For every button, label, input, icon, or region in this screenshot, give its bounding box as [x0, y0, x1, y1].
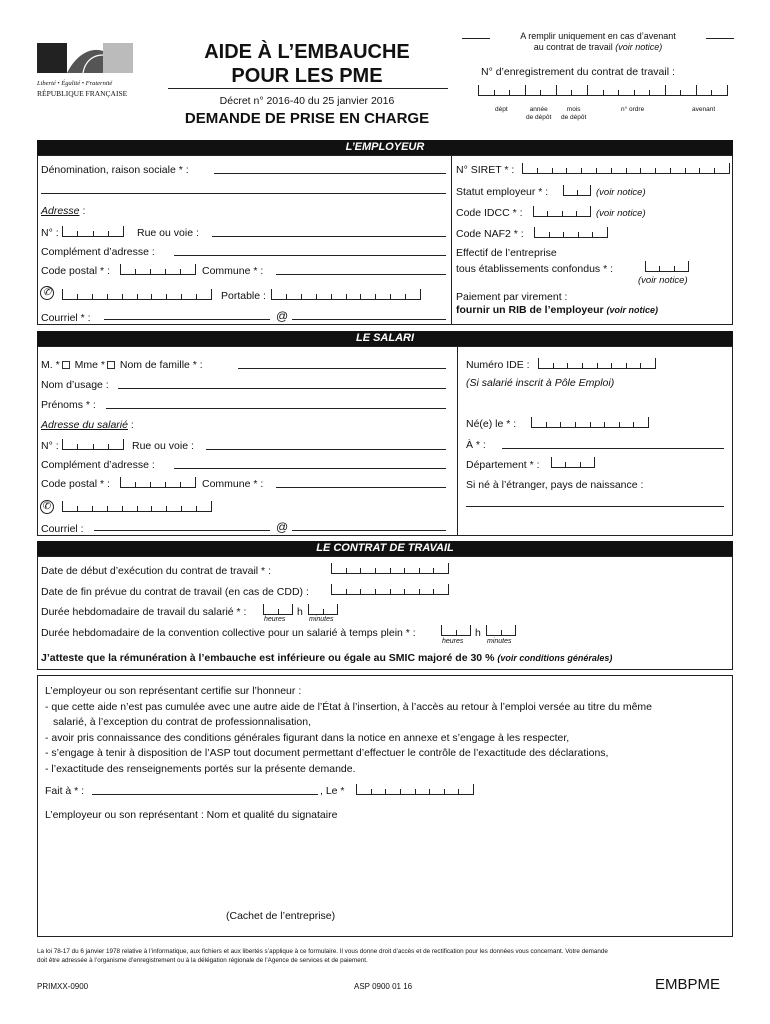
employer-mobile-input[interactable]: [271, 290, 421, 300]
employer-postal-input[interactable]: [120, 265, 196, 275]
weekly-minutes-caption: minutes: [309, 616, 334, 623]
employer-street-label: Rue ou voie :: [137, 227, 199, 239]
employer-email-user-input[interactable]: [104, 319, 270, 320]
legal-line2: doit être adressée à l’organisme d’enregistrement ou à la délégation régionale de l’Agence de services et de paiement.: [37, 956, 368, 964]
contract-end-input[interactable]: [331, 585, 449, 595]
reg-sub-dept: dépt: [495, 106, 508, 113]
firstnames-input[interactable]: [106, 408, 446, 409]
fait-a-label: Fait à * :: [45, 785, 85, 797]
denomination-input[interactable]: [214, 173, 446, 174]
weekly-duration-label: Durée hebdomadaire de travail du salarié * :: [41, 606, 247, 618]
employer-postal-label: Code postal * :: [41, 265, 110, 277]
birthplace-input[interactable]: [502, 448, 724, 449]
contract-start-label: Date de début d’exécution du contrat de travail * :: [41, 565, 271, 577]
employer-email-domain-input[interactable]: [292, 319, 446, 320]
reg-sub-annee-1: année: [529, 106, 548, 113]
employer-mobile-label: Portable :: [221, 290, 266, 302]
marianne-icon: [37, 43, 133, 75]
civility-m-checkbox[interactable]: [62, 361, 70, 369]
weekly-hours-input[interactable]: [263, 605, 293, 615]
convention-minutes-input[interactable]: [486, 626, 516, 636]
employer-email-at: @: [276, 309, 289, 323]
reg-sub-mois-1: mois: [566, 106, 581, 113]
decree-text: Décret n° 2016-40 du 25 janvier 2016: [219, 95, 395, 107]
department-input[interactable]: [551, 458, 595, 468]
logo-republic: RÉPUBLIQUE FRANÇAISE: [37, 89, 128, 98]
convention-minutes-caption: minutes: [487, 638, 512, 645]
employee-band: LE SALARI: [37, 331, 733, 346]
attestation-text: [41, 652, 612, 664]
signatory-label: L’employeur ou son représentant : Nom et qualité du signataire: [45, 809, 338, 821]
cert-item3: - s’engage à tenir à disposition de l’ASP tout document permettant d’effectuer le contrôle de l’exactitude des déclarations,: [45, 747, 609, 759]
employee-city-input[interactable]: [276, 487, 446, 488]
employee-complement-label: Complément d’adresse :: [41, 459, 155, 471]
cert-item1a: - que cette aide n’est pas cumulée avec une autre aide de l’État à l’insertion, à l’accès au retour à l’emploi versée au titre du même: [45, 700, 653, 713]
naf-label: Code NAF2 * :: [456, 228, 524, 240]
employee-email-domain-input[interactable]: [292, 530, 446, 531]
foreign-country-label: Si né à l’étranger, pays de naissance :: [466, 479, 644, 491]
employee-phone-input[interactable]: [62, 502, 212, 512]
title-line2: POUR LES PME: [231, 65, 383, 87]
amendment-note-line1: A remplir uniquement en cas d’avenant: [520, 31, 676, 41]
legal-notice: [37, 948, 737, 965]
weekly-minutes-input[interactable]: [308, 605, 338, 615]
civility-mme-checkbox[interactable]: [107, 361, 115, 369]
rib-label: [456, 304, 658, 316]
form-code-center: ASP 0900 01 16: [354, 982, 413, 991]
logo-motto: Liberté • Égalité • Fraternité: [37, 80, 113, 87]
title-line1: AIDE À L’EMBAUCHE: [204, 41, 410, 63]
employee-col-divider: [457, 346, 458, 536]
form-code-right: EMBPME: [655, 976, 721, 993]
amendment-note: [490, 31, 706, 53]
republic-logo: [37, 43, 133, 99]
attestation-hint: (voir conditions générales): [497, 653, 613, 663]
reg-sub-annee-2: de dépôt: [526, 114, 552, 121]
idcc-input[interactable]: [533, 207, 591, 217]
reg-sub-annee: [526, 106, 551, 122]
employee-address-colon: :: [127, 419, 134, 431]
effectif-hint: (voir notice): [638, 275, 688, 286]
statut-label: Statut employeur * :: [456, 186, 549, 198]
employer-address-title: Adresse: [41, 205, 80, 217]
company-stamp-label: (Cachet de l’entreprise): [226, 910, 336, 922]
ide-label: Numéro IDE :: [466, 359, 530, 371]
employer-phone-input[interactable]: [62, 290, 212, 300]
employee-email-at: @: [276, 520, 289, 534]
employee-email-user-input[interactable]: [94, 530, 270, 531]
family-name-input[interactable]: [238, 368, 446, 369]
form-title: [162, 40, 452, 88]
rib-text: fournir un RIB de l’employeur: [456, 304, 604, 316]
contract-band: LE CONTRAT DE TRAVAIL: [37, 541, 733, 556]
employee-address-title: Adresse du salarié: [41, 419, 128, 431]
employer-city-input[interactable]: [276, 274, 446, 275]
signature-date-input[interactable]: [356, 785, 474, 795]
employer-band: L’EMPLOYEUR: [37, 140, 733, 155]
amendment-note-line2: [490, 42, 706, 53]
amendment-note-hint: (voir notice): [615, 42, 663, 52]
birthdate-input[interactable]: [531, 418, 649, 428]
effectif-input[interactable]: [645, 262, 689, 272]
idcc-hint: (voir notice): [596, 208, 646, 219]
employer-address-label: [41, 205, 85, 217]
employer-email-label: Courriel * :: [41, 312, 91, 324]
convention-label: Durée hebdomadaire de la convention collective pour un salarié à temps plein * :: [41, 627, 416, 639]
amendment-note-text: au contrat de travail: [533, 42, 613, 52]
cert-item2: - avoir pris connaissance des conditions générales figurant dans la notice en annexe et s’engage à les respecter,: [45, 731, 570, 744]
employee-number-label: N° :: [41, 440, 59, 452]
cert-item4: - l’exactitude des renseignements portés sur la présente demande.: [45, 762, 356, 775]
employer-col-divider: [451, 155, 452, 325]
convention-hours-input[interactable]: [441, 626, 471, 636]
employer-address-colon: :: [79, 205, 86, 217]
contract-start-input[interactable]: [331, 564, 449, 574]
employee-postal-label: Code postal * :: [41, 478, 110, 490]
reg-sub-mois: [561, 106, 586, 122]
rib-hint: (voir notice): [606, 305, 659, 315]
birthdate-label: Né(e) le * :: [466, 418, 517, 430]
cert-item1b: salarié, à l’exception du contrat de professionnalisation,: [53, 716, 311, 728]
cert-intro: L’employeur ou son représentant certifie sur l’honneur :: [45, 685, 302, 697]
convention-h-label: h: [475, 627, 481, 639]
statut-input[interactable]: [563, 186, 591, 196]
siret-label: N° SIRET * :: [456, 164, 515, 176]
civility-mme-label: Mme *: [74, 359, 105, 371]
effectif-label-1: Effectif de l’entreprise: [456, 247, 557, 259]
weekly-h-label: h: [297, 606, 303, 618]
reg-sub-avenant: avenant: [692, 106, 716, 113]
employer-number-input[interactable]: [62, 227, 124, 237]
employee-postal-input[interactable]: [120, 478, 196, 488]
reg-sub-mois-2: de dépôt: [561, 114, 587, 121]
title-divider: [168, 88, 448, 89]
birthplace-label: À * :: [466, 439, 486, 451]
contract-end-label: Date de fin prévue du contrat de travail (en cas de CDD) :: [41, 586, 309, 598]
registration-field[interactable]: [478, 86, 730, 96]
form-code-left: PRIMXX-0900: [37, 982, 89, 991]
denomination-label: Dénomination, raison sociale * :: [41, 164, 189, 176]
convention-hours-caption: heures: [442, 638, 464, 645]
le-label: , Le *: [320, 785, 345, 797]
foreign-country-input[interactable]: [466, 506, 724, 507]
employer-complement-label: Complément d’adresse :: [41, 246, 155, 258]
employer-street-input[interactable]: [212, 236, 446, 237]
fait-a-input[interactable]: [92, 794, 318, 795]
attestation-main: J’atteste que la rémunération à l’embauche est inférieure ou égale au SMIC majoré de 30 %: [41, 652, 495, 664]
employee-street-input[interactable]: [206, 449, 446, 450]
phone-icon: ✆: [40, 286, 54, 300]
firstnames-label: Prénoms * :: [41, 399, 96, 411]
effectif-label-2: tous établissements confondus * :: [456, 263, 614, 275]
paiement-label: Paiement par virement :: [456, 291, 568, 303]
legal-line1: La loi 78-17 du 6 janvier 1978 relative à l’informatique, aux fichiers et aux libertés s’applique à ce formulaire. Il vous donne droit d’accès et de rectification pour les données vous concernant. Votre demande: [37, 948, 608, 955]
idcc-label: Code IDCC * :: [456, 207, 523, 219]
employer-city-label: Commune * :: [202, 265, 264, 277]
siret-input[interactable]: [522, 164, 730, 174]
statut-hint: (voir notice): [596, 187, 646, 198]
employee-city-label: Commune * :: [202, 478, 264, 490]
employer-complement-input[interactable]: [174, 255, 446, 256]
form-subtitle: DEMANDE DE PRISE EN CHARGE: [184, 110, 430, 127]
reg-sub-ordre: n° ordre: [621, 106, 645, 113]
certification-text: [45, 684, 725, 777]
family-name-label: Nom de famille * :: [119, 359, 203, 371]
civility-m-label: M. *: [41, 359, 60, 371]
ide-input[interactable]: [538, 359, 656, 369]
denomination-input-2[interactable]: [41, 193, 446, 194]
weekly-hours-caption: heures: [264, 616, 286, 623]
ide-hint: (Si salarié inscrit à Pôle Emploi): [466, 377, 615, 389]
usage-name-input[interactable]: [118, 388, 446, 389]
employee-complement-input[interactable]: [174, 468, 446, 469]
employee-address-label: [41, 419, 134, 431]
naf-input[interactable]: [534, 228, 608, 238]
employee-number-input[interactable]: [62, 440, 124, 450]
employer-number-label: N° :: [41, 227, 59, 239]
registration-label: N° d’enregistrement du contrat de travail :: [481, 66, 675, 78]
department-label: Département * :: [466, 459, 540, 471]
employee-street-label: Rue ou voie :: [132, 440, 194, 452]
employee-email-label: Courriel :: [41, 523, 84, 535]
employee-phone-icon: ✆: [40, 500, 54, 514]
usage-name-label: Nom d’usage :: [41, 379, 109, 391]
civility-row: [41, 359, 203, 371]
